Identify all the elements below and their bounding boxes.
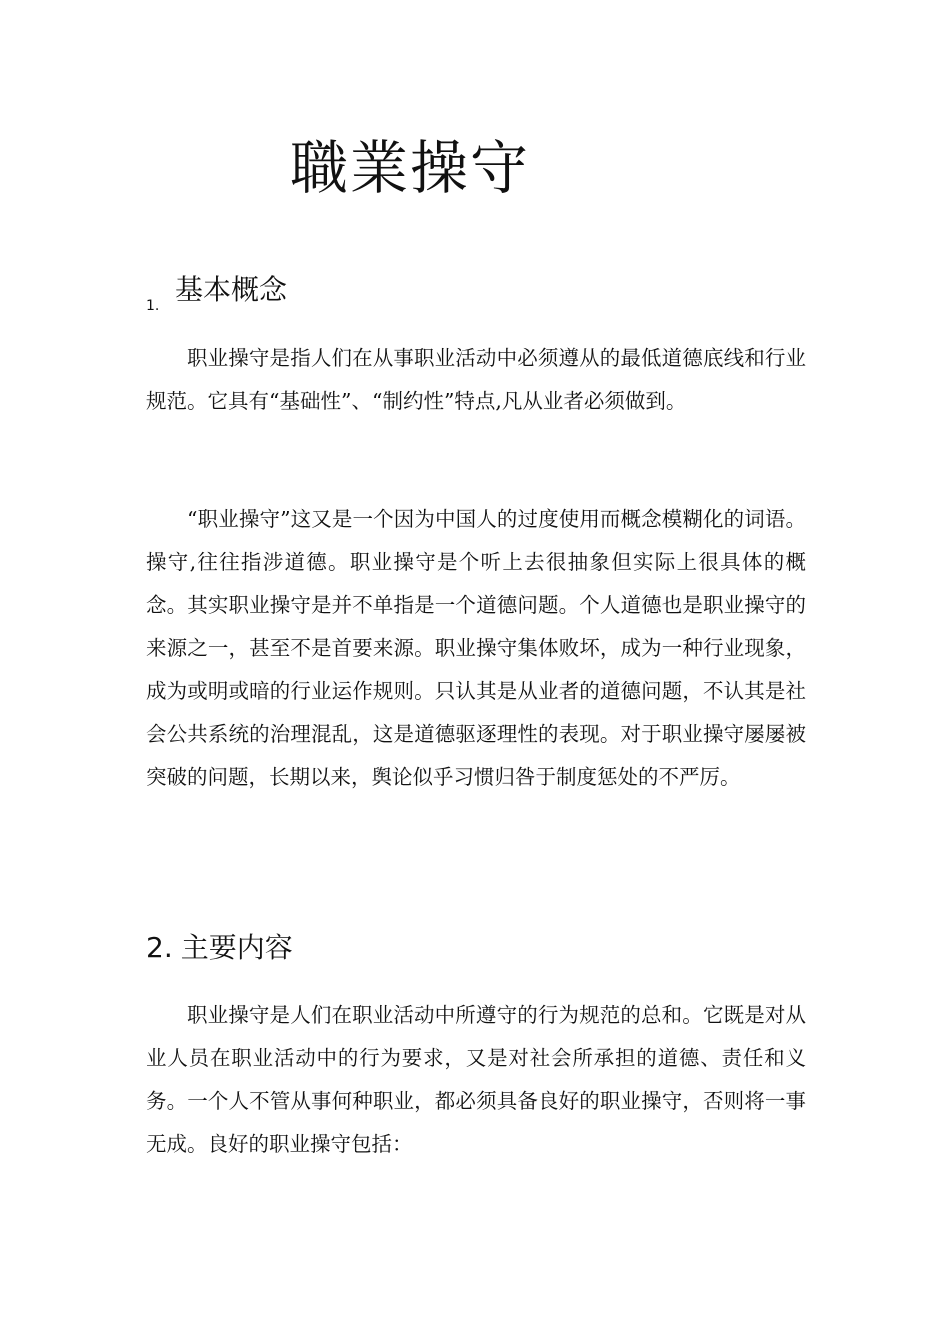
paragraph: 职业操守是人们在职业活动中所遵守的行为规范的总和。它既是对从业人员在职业活动中的行为要求，又是对社会所承担的道德、责任和义务。一个人不管从事何种职业，都必须具备良好的职业操守，否则将一事无成。良好的职业操守包括： bbox=[146, 1003, 806, 1156]
section-number: 1. bbox=[146, 298, 160, 314]
section-heading-text: 主要内容 bbox=[180, 931, 293, 964]
paragraph: “职业操守”这又是一个因为中国人的过度使用而概念模糊化的词语。操守,往往指涉道德。职业操守是个听上去很抽象但实际上很具体的概念。其实职业操守是并不单指是一个道德问题。个人道德也是职业操守的来源之一，甚至不是首要来源。职业操守集体败坏，成为一种行业现象，成为或明或暗的行业运作规则。只认其是从业者的道德问题，不认其是社会公共系统的治理混乱，这是道德驱逐理性的表现。对于职业操守屡屡被突破的问题，长期以来，舆论似乎习惯归咎于制度惩处的不严厉。 bbox=[146, 507, 806, 789]
section-number: 2. bbox=[146, 931, 173, 964]
paragraph: 职业操守是指人们在从事职业活动中必须遵从的最低道德底线和行业规范。它具有“基础性”、“制约性”特点,凡从业者必须做到。 bbox=[146, 346, 806, 413]
section-heading-text: 基本概念 bbox=[175, 273, 288, 306]
section-heading-main-content bbox=[146, 926, 293, 966]
document-title: 職業操守 bbox=[290, 134, 531, 202]
